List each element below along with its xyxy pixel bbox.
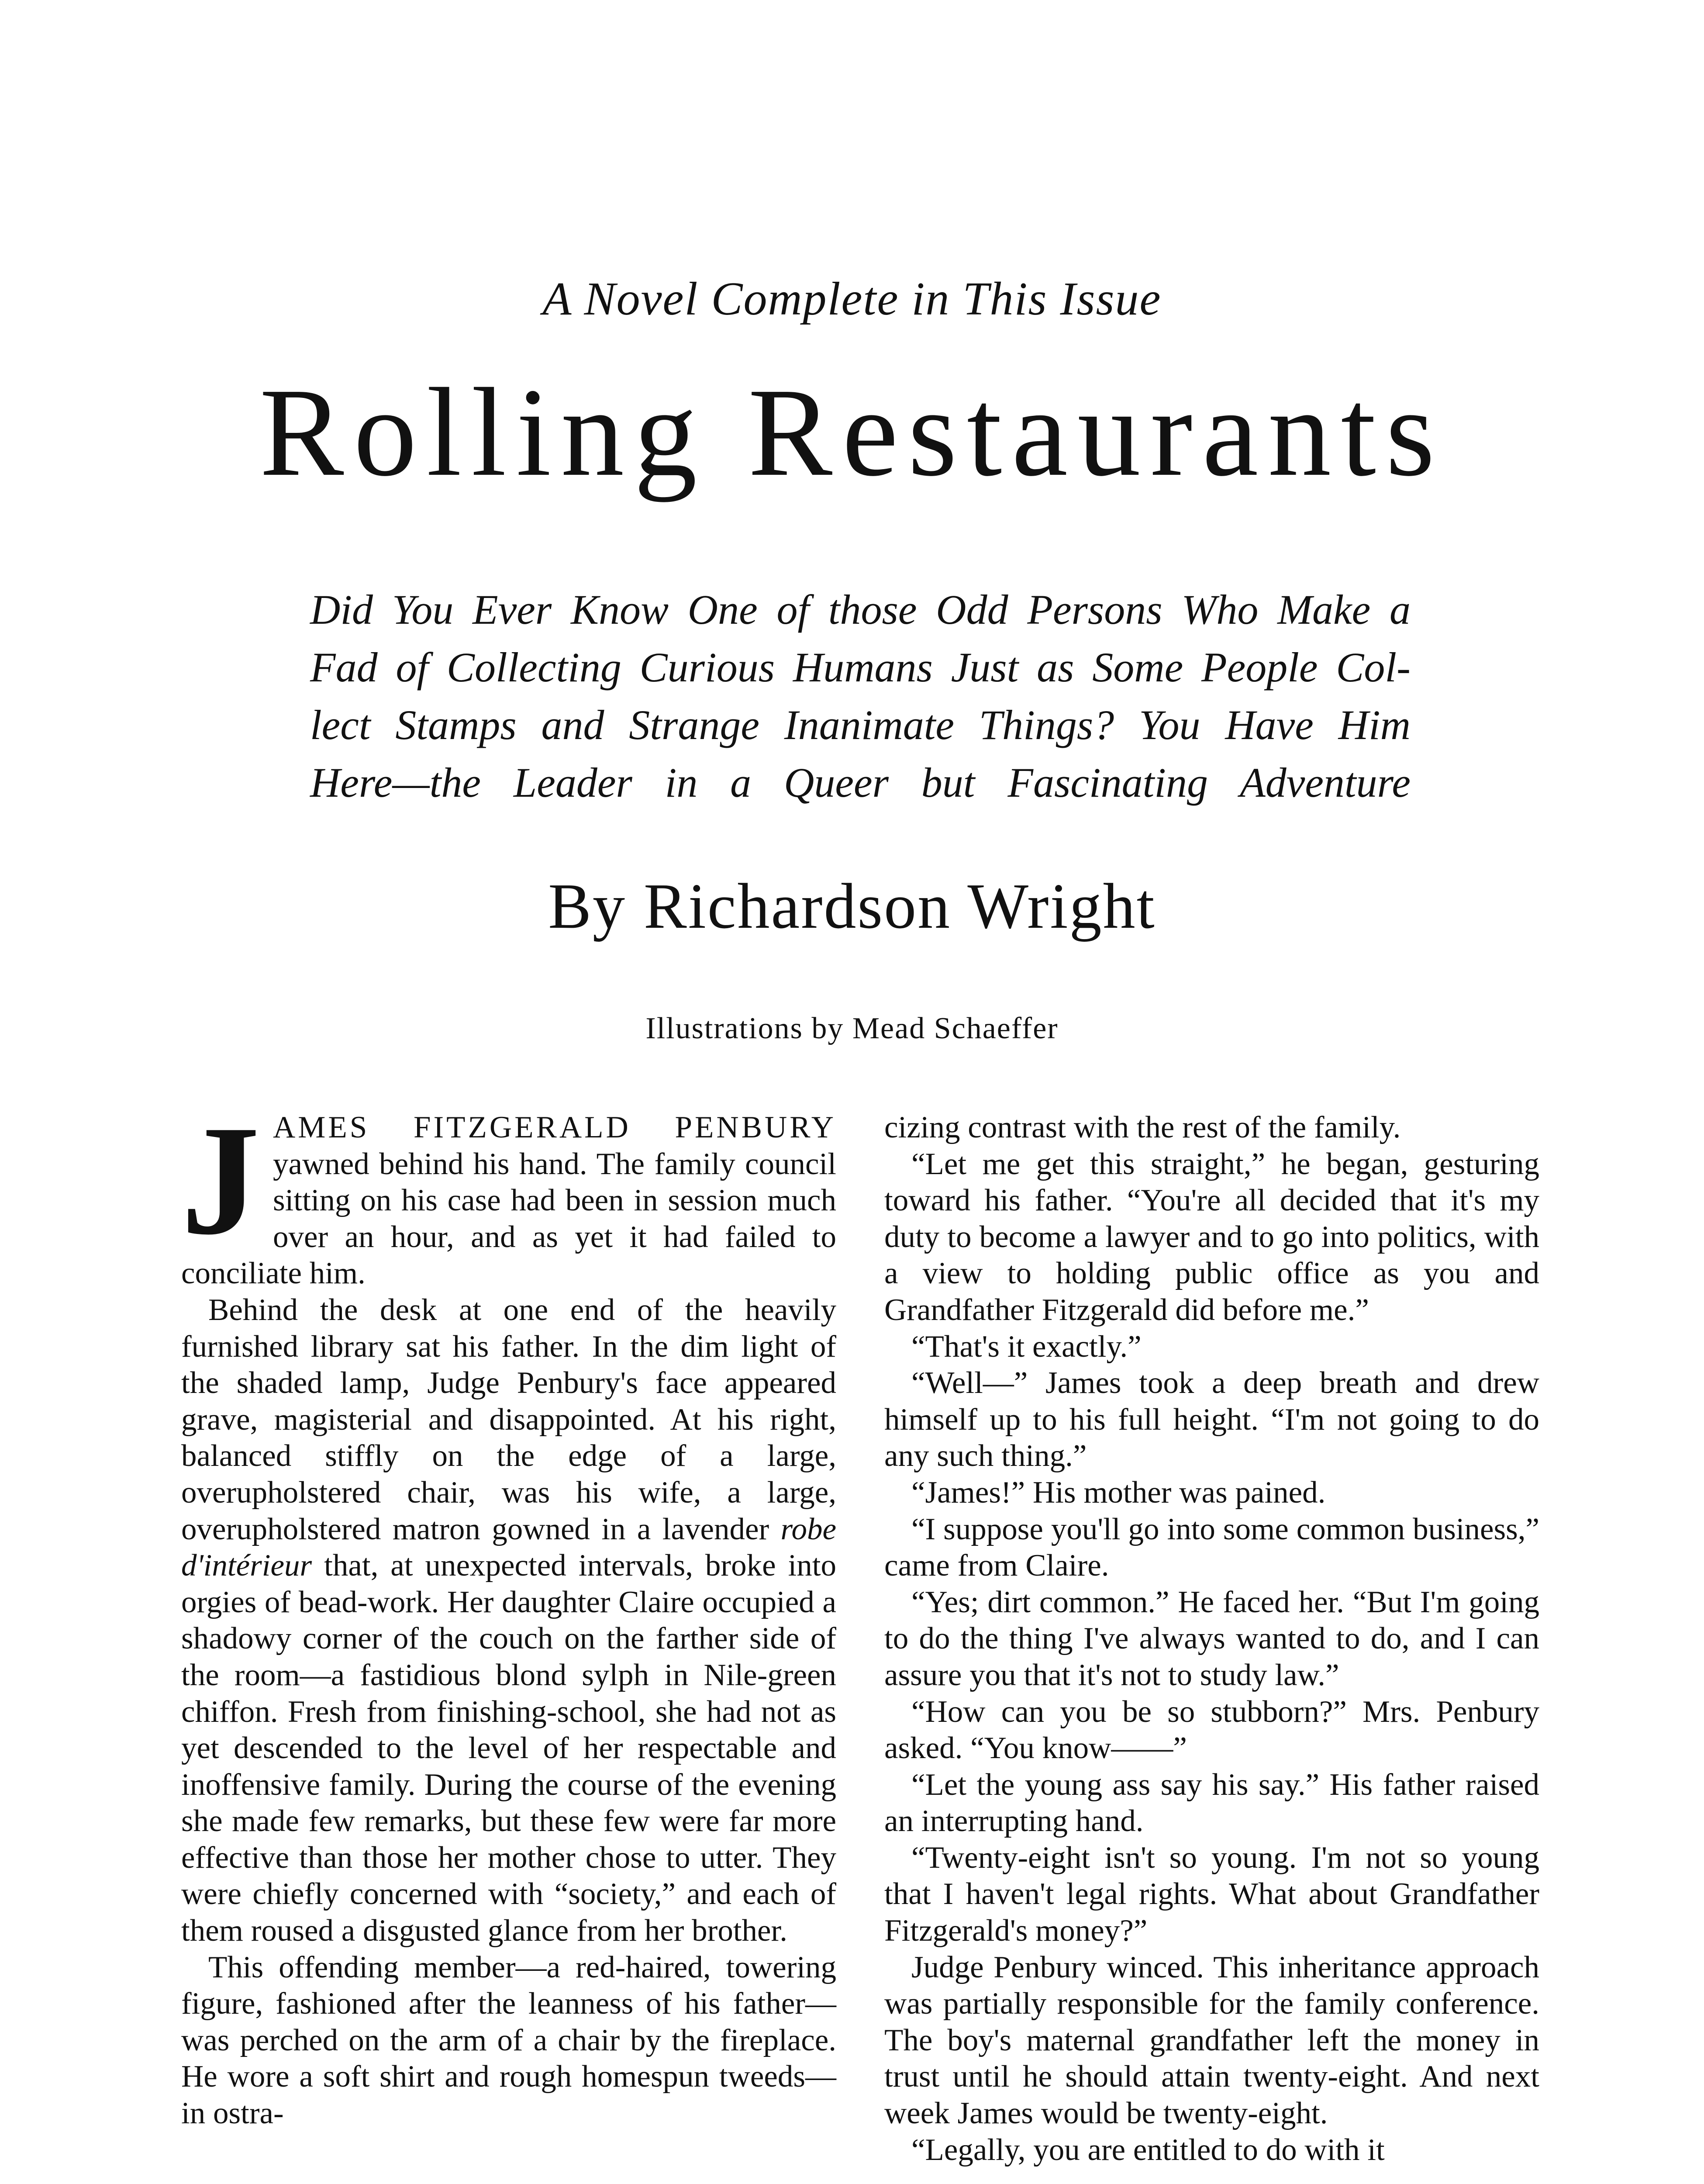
paragraph: “How can you be so stubborn?” Mrs. Penbury asked. “You know——” — [884, 1694, 1539, 1766]
paragraph: “Legally, you are entitled to do with it — [911, 2132, 1385, 2167]
kicker: A Novel Complete in This Issue — [542, 273, 1162, 325]
left-column — [181, 1093, 837, 2132]
paragraph: “Yes; dirt common.” He faced her. “But I'm going to do the thing I've always wanted to do, and I can assure you that it's not to study law.” — [884, 1585, 1539, 1692]
story-deck — [310, 581, 1411, 812]
opening-name: AMES FITZGERALD PENBURY — [273, 1110, 836, 1144]
paragraph: “Let the young ass say his say.” His father raised an interrupting hand. — [884, 1767, 1539, 1838]
paragraph — [181, 1093, 836, 1292]
paragraph: This offending member—a red-haired, towering figure, fashioned after the leanness of his father—was perched on the arm of a chair by the fireplace. He wore a soft shirt and rough homespun tweeds—in ostra- — [181, 1950, 836, 2131]
deck-line: lect Stamps and Strange Inanimate Things? You Have Him — [310, 702, 1411, 748]
paragraph: “Twenty-eight isn't so young. I'm not so young that I haven't legal rights. What about Grandfather Fitzgerald's money?” — [884, 1840, 1539, 1948]
paragraph: “James!” His mother was pained. — [911, 1475, 1326, 1510]
paragraph-text: that, at unexpected intervals, broke into orgies of bead-work. Her daughter Claire occupied a shadowy corner of the couch on the farther side of the room—a fastidious blond sylph in Nile-green chiffon. Fresh from finishing-school, she had not as yet descended to the level of her respectable and inoffensive family. During the course of the evening she made few remarks, but these few were far more effective than those her mother chose to utter. They were chiefly concerned with “society,” and each of them roused a disgusted glance from her brother. — [181, 1548, 837, 1948]
paragraph: Judge Penbury winced. This inheritance approach was partially responsible for the family conference. The boy's maternal grandfather left the money in trust until he should attain twenty-eight. And next week James would be twenty-eight. — [884, 1950, 1539, 2131]
drop-cap: J — [181, 1093, 260, 1267]
byline: By Richardson Wright — [548, 871, 1156, 942]
illustration-credit: Illustrations by Mead Schaeffer — [645, 1012, 1059, 1045]
paragraph-text: Behind the desk at one end of the heavily furnished library sat his father. In the dim light of the shaded lamp, Judge Penbury's face appeared grave, magisterial and disappointed. At his right, balanced stiffly on the edge of a large, overupholstered chair, was his wife, a large, overupholstered matron gowned in a lavender — [181, 1292, 836, 1546]
paragraph: “Let me get this straight,” he began, gesturing toward his father. “You're all decided that it's my duty to become a lawyer and to go into politics, with a view to holding public office as you and Grandfather Fitzgerald did before me.” — [884, 1147, 1539, 1327]
right-column — [884, 1109, 1539, 2168]
deck-line: Here—the Leader in a Queer but Fascinating Adventure — [310, 759, 1411, 806]
deck-line: Did You Ever Know One of those Odd Persons Who Make a — [310, 586, 1411, 633]
story-title: Rolling Restaurants — [259, 362, 1445, 502]
paragraph-text: yawned behind his hand. The family council sitting on his case had been in session much over an hour, and as yet it had failed to conciliate him. — [181, 1147, 836, 1291]
paragraph: “I suppose you'll go into some common business,” came from Claire. — [884, 1512, 1539, 1583]
paragraph: “That's it exactly.” — [911, 1329, 1142, 1364]
deck-line: Fad of Collecting Curious Humans Just as Some People Col- — [310, 644, 1411, 691]
paragraph: cizing contrast with the rest of the family. — [884, 1110, 1401, 1144]
paragraph — [181, 1292, 836, 1949]
paragraph: “Well—” James took a deep breath and drew himself up to his full height. “I'm not going to do any such thing.” — [884, 1366, 1539, 1473]
robe-phrase: robe d'intérieur — [181, 1512, 836, 1583]
